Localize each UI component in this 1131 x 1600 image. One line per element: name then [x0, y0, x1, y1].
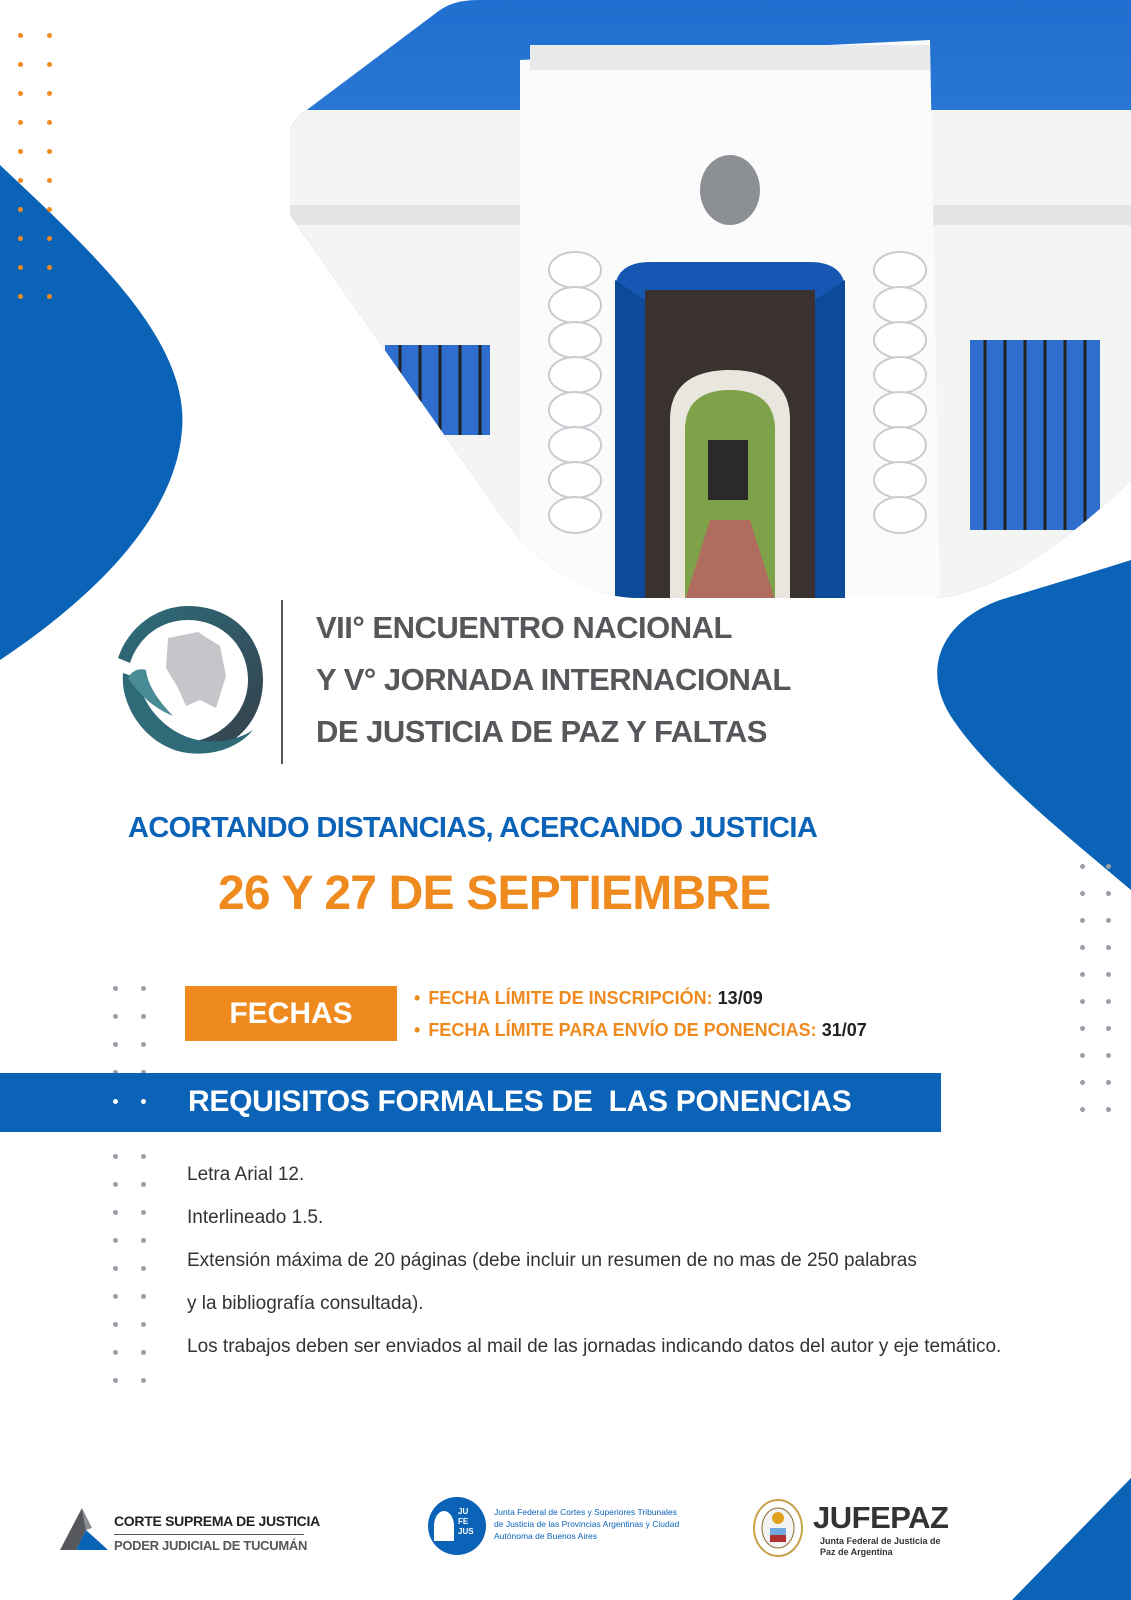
event-dates: 26 Y 27 DE SEPTIEMBRE — [218, 867, 771, 920]
requisito-line: Los trabajos deben ser enviados al mail de las jornadas indicando datos del autor y eje temático. — [187, 1336, 1002, 1357]
bullet: • — [414, 1020, 421, 1040]
title-divider — [281, 600, 283, 764]
fecha-row-ponencias — [414, 1020, 867, 1041]
jufejus-badge-text: JU — [458, 1507, 469, 1516]
jufejus-text-line: Autónoma de Buenos Aires — [494, 1531, 598, 1541]
fecha-label: FECHA LÍMITE PARA ENVÍO DE PONENCIAS: — [428, 1020, 817, 1040]
requisito-line: y la bibliografía consultada). — [187, 1293, 424, 1314]
jufepaz-sub-line: Junta Federal de Justicia de — [820, 1536, 941, 1546]
corner-blue-shape — [1012, 1478, 1131, 1600]
jufejus-badge-text: FE — [458, 1517, 469, 1526]
jufepaz-sub — [820, 1536, 941, 1558]
requisito-line: Letra Arial 12. — [187, 1164, 305, 1185]
fecha-label: FECHA LÍMITE DE INSCRIPCIÓN: — [428, 988, 713, 1008]
fechas-badge — [185, 986, 397, 1041]
fechas-badge-label: FECHAS — [229, 996, 353, 1030]
jufejus-badge-text: JUS — [458, 1527, 474, 1536]
title-line-1: VII° ENCUENTRO NACIONAL — [316, 610, 732, 645]
csj-sub: PODER JUDICIAL DE TUCUMÁN — [114, 1538, 308, 1553]
jufejus-text — [494, 1506, 679, 1542]
fecha-row-inscripcion — [414, 988, 763, 1009]
jufejus-text-line: de Justicia de las Provincias Argentinas y Ciudad — [494, 1519, 680, 1529]
jufepaz-name: JUFEPAZ — [813, 1500, 949, 1535]
seal-icon — [752, 1498, 804, 1558]
bullet: • — [414, 988, 421, 1008]
title-line-3: DE JUSTICIA DE PAZ Y FALTAS — [316, 714, 767, 749]
slogan: ACORTANDO DISTANCIAS, ACERCANDO JUSTICIA — [128, 812, 818, 844]
right-blue-shape — [937, 560, 1131, 890]
band-dot — [113, 1099, 118, 1104]
band-dot — [141, 1099, 146, 1104]
left-blue-shape — [0, 165, 182, 660]
scales-icon — [434, 1511, 454, 1541]
fecha-value: 13/09 — [717, 988, 763, 1008]
triangle-logo — [58, 1506, 110, 1554]
jufejus-badge — [428, 1497, 486, 1555]
csj-divider — [114, 1534, 304, 1535]
requisito-line: Interlineado 1.5. — [187, 1207, 324, 1228]
csj-name: CORTE SUPREMA DE JUSTICIA — [114, 1513, 320, 1529]
requisito-line: Extensión máxima de 20 páginas (debe incluir un resumen de no mas de 250 palabras — [187, 1250, 917, 1271]
hands-map-logo — [108, 598, 268, 763]
building-photo — [290, 0, 1131, 600]
jufejus-text-line: Junta Federal de Cortes y Superiores Tribunales — [494, 1507, 677, 1517]
fecha-value: 31/07 — [821, 1020, 867, 1040]
jufepaz-sub-line: Paz de Argentina — [820, 1547, 893, 1557]
requisitos-title: REQUISITOS FORMALES DE LAS PONENCIAS — [188, 1085, 852, 1118]
title-line-2: Y V° JORNADA INTERNACIONAL — [316, 662, 791, 697]
